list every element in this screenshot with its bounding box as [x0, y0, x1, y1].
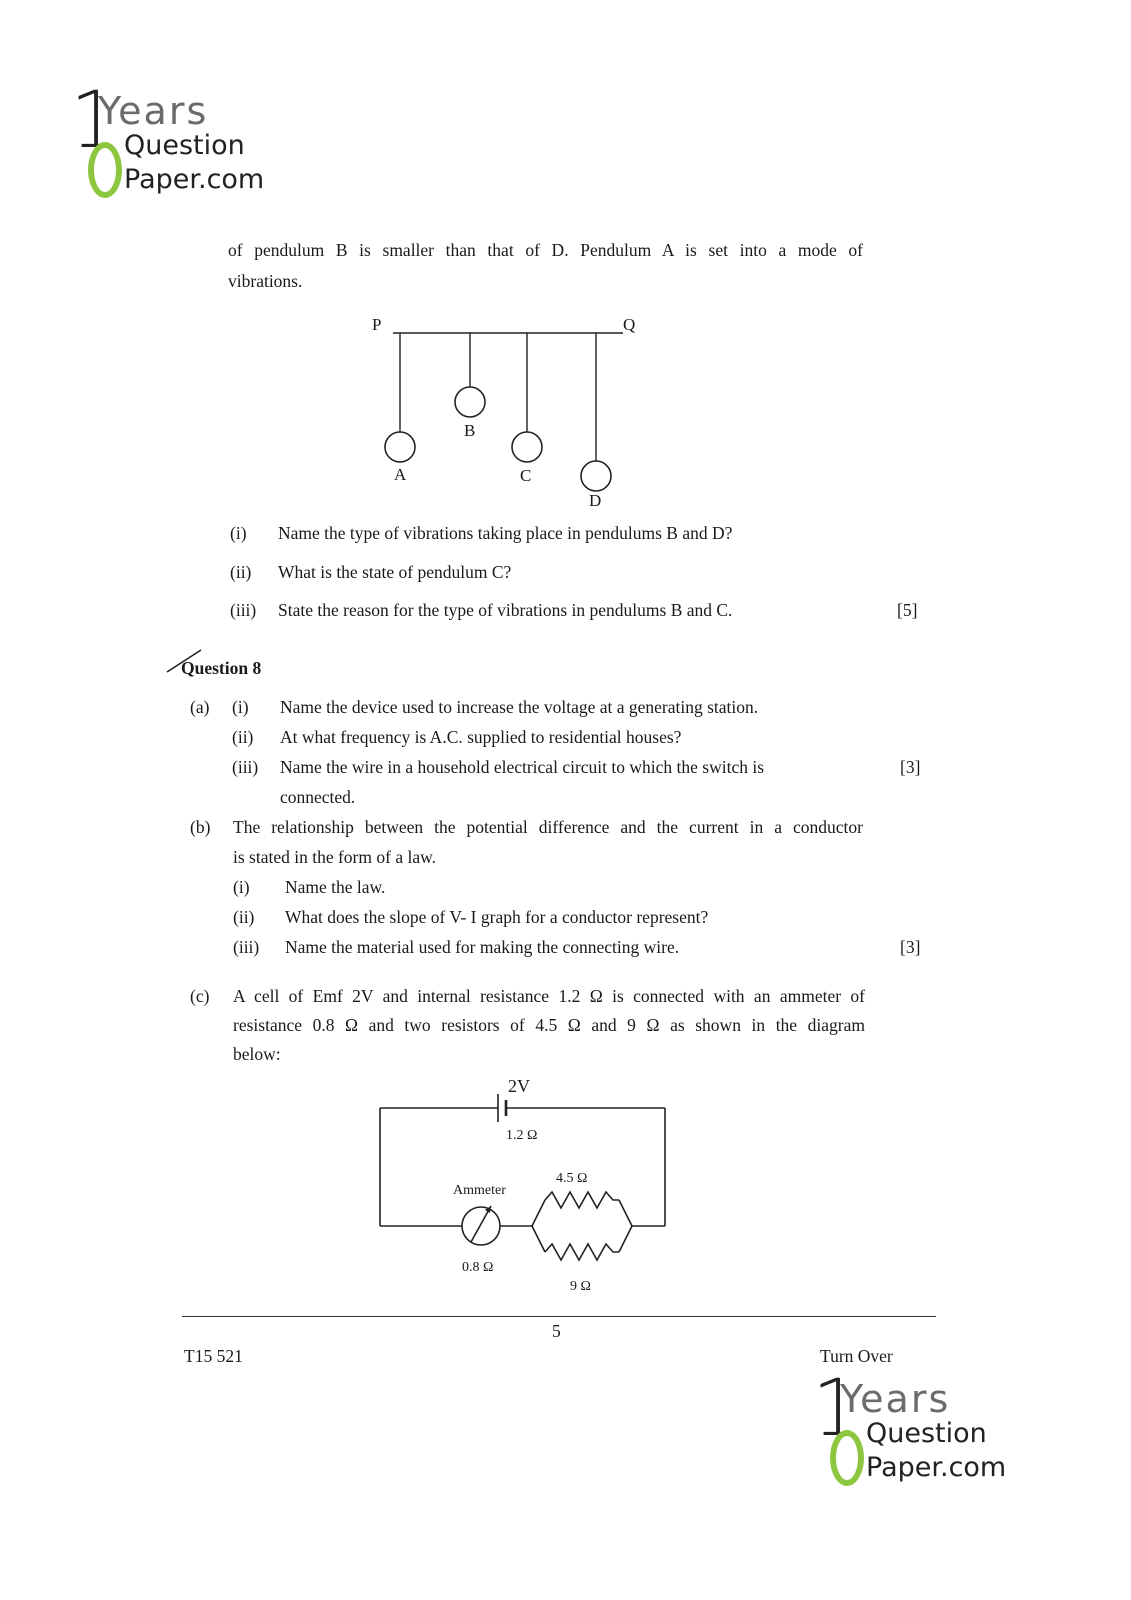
q8b-item-num: (i): [233, 877, 250, 897]
bob-a: [385, 432, 415, 462]
q7-marks: [5]: [897, 600, 918, 620]
label-p: P: [372, 315, 382, 334]
q8a-marks: [3]: [900, 757, 921, 777]
site-logo-bottom: [812, 1364, 1012, 1488]
ammeter-resistance-label: 0.8 Ω: [462, 1260, 494, 1275]
branch-split-top: [532, 1200, 545, 1226]
label-q: Q: [623, 315, 636, 334]
q8b-item-num: (iii): [233, 937, 260, 957]
q8b-item-text: Name the law.: [285, 877, 386, 897]
branch-join-bottom: [619, 1226, 632, 1252]
q8c-line-1: A cell of Emf 2V and internal resistance 1.2 Ω is connected with an ammeter of: [233, 986, 865, 1006]
q8a-item-text: Name the device used to increase the voltage at a generating station.: [280, 697, 759, 717]
logo-question: Question: [124, 130, 245, 161]
logo-zero-ring: [88, 142, 122, 198]
q7-part-text: What is the state of pendulum C?: [278, 562, 512, 582]
q8c-line-3: below:: [233, 1044, 281, 1064]
branch-split-bottom: [532, 1226, 545, 1252]
bob-d: [581, 461, 611, 491]
q8b-item-num: (ii): [233, 907, 255, 927]
logo-one: 1: [812, 1364, 862, 1454]
q7-part-text: Name the type of vibrations taking place in pendulums B and D?: [278, 523, 733, 543]
label-b: B: [464, 421, 476, 440]
q7-part-num: (i): [230, 523, 247, 543]
bob-b: [455, 387, 485, 417]
site-logo-top: [70, 76, 270, 200]
q8b-marks: [3]: [900, 937, 921, 957]
q8c-line-2: resistance 0.8 Ω and two resistors of 4.5 Ω and 9 Ω as shown in the diagram: [233, 1015, 865, 1035]
q8-part-b-label: (b): [190, 817, 211, 837]
label-c: C: [520, 466, 532, 485]
question-8-title: Question 8: [181, 658, 262, 678]
q8a-item-num: (i): [232, 697, 249, 717]
logo-paper: Paper.com: [124, 164, 265, 195]
r2-label: 9 Ω: [570, 1279, 591, 1294]
cell-emf-label: 2V: [508, 1076, 530, 1096]
q8b-item-text: Name the material used for making the connecting wire.: [285, 937, 680, 957]
ammeter: [462, 1207, 500, 1245]
pendulum-diagram: [360, 310, 650, 510]
q8a-item-text: At what frequency is A.C. supplied to residential houses?: [280, 727, 682, 747]
intro-line-2: vibrations.: [228, 271, 303, 291]
ammeter-label: Ammeter: [453, 1183, 506, 1198]
page-number: 5: [552, 1321, 561, 1341]
intro-line-1: of pendulum B is smaller than that of D. Pendulum A is set into a mode of: [228, 240, 863, 260]
q8a-continuation: connected.: [280, 787, 356, 807]
label-a: A: [394, 465, 407, 484]
q8a-item-num: (ii): [232, 727, 254, 747]
logo-paper: Paper.com: [866, 1452, 1007, 1483]
q7-part-num: (iii): [230, 600, 257, 620]
turn-over: Turn Over: [820, 1346, 893, 1366]
label-d: D: [589, 491, 602, 510]
q8-part-a-label: (a): [190, 697, 210, 717]
q8b-line-1: The relationship between the potential difference and the current in a conductor: [233, 817, 863, 837]
q8-part-c-label: (c): [190, 986, 210, 1006]
logo-years: Years: [840, 1377, 951, 1421]
resistor-4-5-ohm: [545, 1192, 619, 1208]
paper-code: T15 521: [184, 1346, 243, 1366]
logo-one: 1: [70, 76, 120, 166]
logo-zero-ring: [830, 1430, 864, 1486]
logo-years: Years: [98, 89, 209, 133]
q7-part-num: (ii): [230, 562, 252, 582]
internal-resistance-label: 1.2 Ω: [506, 1128, 538, 1143]
q7-part-text: State the reason for the type of vibrations in pendulums B and C.: [278, 600, 733, 620]
bob-c: [512, 432, 542, 462]
q8b-line-2: is stated in the form of a law.: [233, 847, 436, 867]
footer-divider: [182, 1316, 936, 1317]
q8b-item-text: What does the slope of V- I graph for a conductor represent?: [285, 907, 709, 927]
resistor-9-ohm: [545, 1244, 619, 1260]
q8a-item-text: Name the wire in a household electrical circuit to which the switch is: [280, 757, 765, 777]
r1-label: 4.5 Ω: [556, 1171, 588, 1186]
circuit-diagram: [370, 1070, 670, 1300]
logo-question: Question: [866, 1418, 987, 1449]
q8a-item-num: (iii): [232, 757, 259, 777]
branch-join-top: [619, 1200, 632, 1226]
